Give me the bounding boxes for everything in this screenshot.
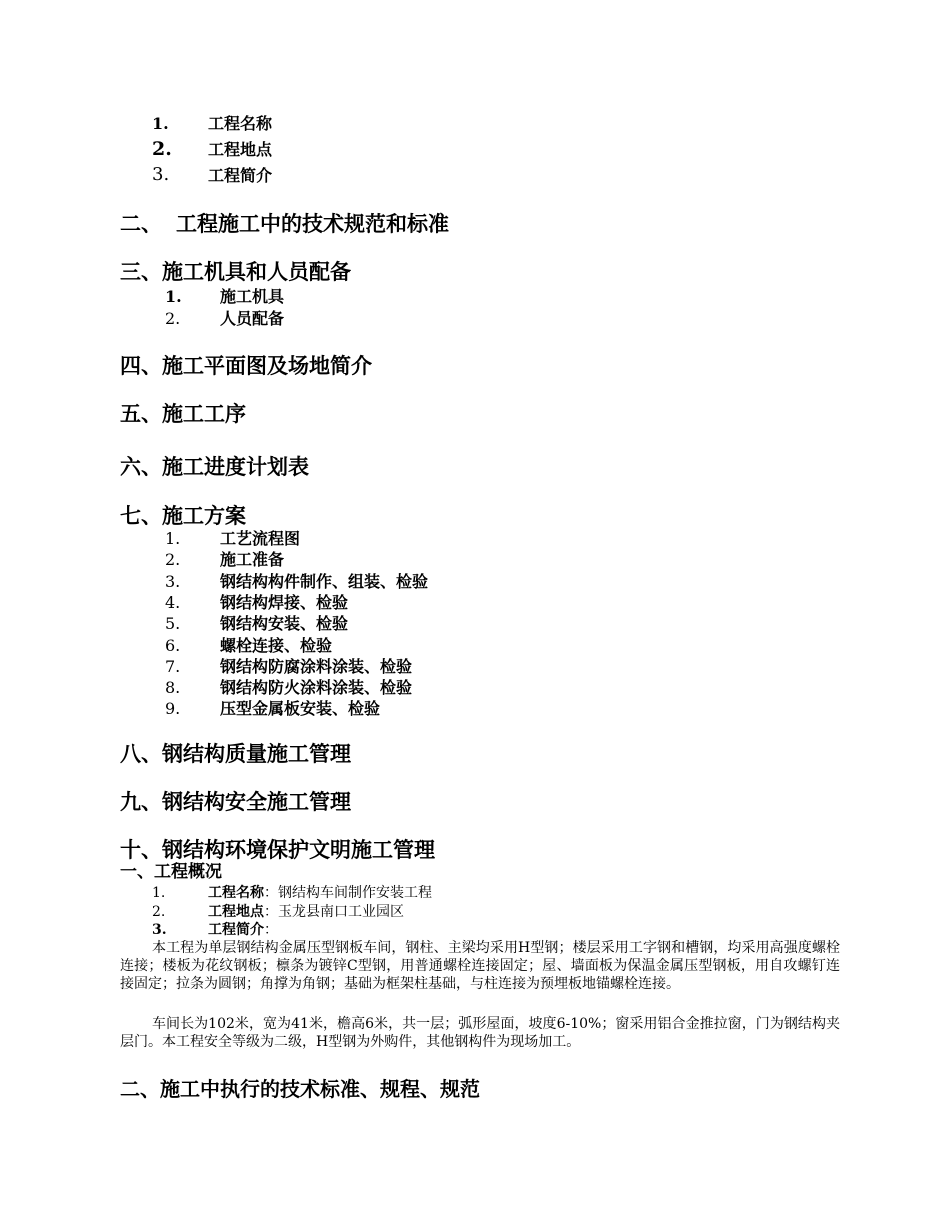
toc-heading-text: 八、钢结构质量施工管理 xyxy=(120,742,351,766)
toc-item-1-1 xyxy=(152,114,352,134)
toc-item-text: 人员配备 xyxy=(220,309,285,328)
toc-item-number: 6. xyxy=(165,636,181,655)
toc-item-number: 7. xyxy=(165,657,181,676)
overview-item-3 xyxy=(152,921,652,939)
toc-item-text: 施工机具 xyxy=(220,287,285,306)
toc-heading-10 xyxy=(120,837,435,863)
toc-heading-7 xyxy=(120,503,246,529)
overview-item-value: 钢结构车间制作安装工程 xyxy=(278,885,432,901)
toc-item-7-5 xyxy=(165,614,565,634)
toc-item-number: 8. xyxy=(165,678,181,697)
toc-item-text: 钢结构焊接、检验 xyxy=(220,593,349,612)
toc-heading-3 xyxy=(120,259,351,285)
toc-item-text: 工程地点 xyxy=(208,140,273,159)
toc-item-7-6 xyxy=(165,636,565,656)
overview-item-number: 2. xyxy=(152,904,166,920)
overview-item-separator: ： xyxy=(264,885,278,901)
toc-heading-8 xyxy=(120,741,351,767)
toc-item-number: 2. xyxy=(152,138,172,160)
toc-item-number: 9. xyxy=(165,699,181,718)
toc-item-3-1 xyxy=(165,287,365,307)
overview-paragraph-1: 本工程为单层钢结构金属压型钢板车间，钢柱、主梁均采用H型钢；楼层采用工字钢和槽钢，均采用高强度螺栓连接；楼板为花纹钢板；檩条为镀锌C型钢，用普通螺栓连接固定；屋、墙面板为保温金属压型钢板，用自攻螺钉连接固定；拉条为圆钢；角撑为角钢；基础为框架柱基础，与柱连接为预埋板地锚螺栓连接。 xyxy=(120,940,840,992)
toc-heading-number: 二、 xyxy=(120,212,162,236)
section2-title: 二、施工中执行的技术标准、规程、规范 xyxy=(120,1077,480,1101)
toc-item-text: 钢结构构件制作、组装、检验 xyxy=(220,572,429,591)
toc-item-number: 4. xyxy=(165,593,181,612)
toc-item-text: 钢结构安装、检验 xyxy=(220,614,349,633)
toc-heading-5 xyxy=(120,401,246,427)
toc-item-text: 施工准备 xyxy=(220,550,285,569)
toc-heading-6 xyxy=(120,454,309,480)
toc-item-number: 1. xyxy=(152,114,169,133)
toc-item-text: 螺栓连接、检验 xyxy=(220,636,333,655)
toc-item-number: 3. xyxy=(165,572,181,591)
overview-item-label: 工程地点 xyxy=(208,904,264,920)
toc-item-7-1 xyxy=(165,529,565,549)
toc-item-number: 1. xyxy=(165,287,182,306)
toc-item-3-2 xyxy=(165,309,365,329)
toc-item-text: 工程名称 xyxy=(208,114,273,133)
toc-heading-text: 九、钢结构安全施工管理 xyxy=(120,790,351,814)
toc-heading-text: 七、施工方案 xyxy=(120,504,246,528)
overview-item-1 xyxy=(152,884,652,902)
toc-item-1-3 xyxy=(152,166,352,186)
toc-heading-9 xyxy=(120,789,351,815)
toc-heading-text: 三、施工机具和人员配备 xyxy=(120,260,351,284)
toc-item-text: 工程简介 xyxy=(208,166,273,185)
toc-heading-text: 六、施工进度计划表 xyxy=(120,455,309,479)
toc-heading-4 xyxy=(120,353,372,379)
toc-heading-text: 四、施工平面图及场地简介 xyxy=(120,354,372,378)
toc-item-7-2 xyxy=(165,550,565,570)
toc-heading-2 xyxy=(120,211,449,237)
toc-item-text: 压型金属板安装、检验 xyxy=(220,699,381,718)
overview-item-label: 工程名称 xyxy=(208,885,264,901)
toc-heading-text: 十、钢结构环境保护文明施工管理 xyxy=(120,838,435,862)
overview-item-separator: ： xyxy=(264,922,278,938)
toc-item-text: 钢结构防火涂料涂装、检验 xyxy=(220,678,413,697)
toc-item-text: 钢结构防腐涂料涂装、检验 xyxy=(220,657,413,676)
toc-heading-text: 五、施工工序 xyxy=(120,402,246,426)
toc-item-text: 工艺流程图 xyxy=(220,529,301,548)
toc-item-7-8 xyxy=(165,678,565,698)
overview-paragraph-2: 车间长为102米，宽为41米，檐高6米，共一层；弧形屋面，坡度6-10%；窗采用铝合金推拉窗，门为钢结构夹层门。本工程安全等级为二级，H型钢为外购件，其他钢构件为现场加工。 xyxy=(120,1016,840,1050)
toc-heading-text: 工程施工中的技术规范和标准 xyxy=(176,212,449,236)
toc-item-number: 5. xyxy=(165,614,181,633)
overview-item-2 xyxy=(152,903,652,921)
overview-item-number: 1. xyxy=(152,885,166,901)
toc-item-7-9 xyxy=(165,699,565,719)
overview-item-value: 玉龙县南口工业园区 xyxy=(278,904,404,920)
toc-item-number: 2. xyxy=(165,550,181,569)
overview-item-number: 3. xyxy=(152,922,167,938)
overview-title: 一、工程概况 xyxy=(120,862,222,882)
toc-item-7-3 xyxy=(165,572,565,592)
overview-item-label: 工程简介 xyxy=(208,922,264,938)
toc-item-7-7 xyxy=(165,657,565,677)
toc-item-number: 3. xyxy=(152,164,170,185)
toc-item-1-2 xyxy=(152,140,352,160)
overview-item-separator: ： xyxy=(264,904,278,920)
toc-item-number: 2. xyxy=(165,309,181,328)
toc-item-number: 1. xyxy=(165,529,181,548)
toc-item-7-4 xyxy=(165,593,565,613)
